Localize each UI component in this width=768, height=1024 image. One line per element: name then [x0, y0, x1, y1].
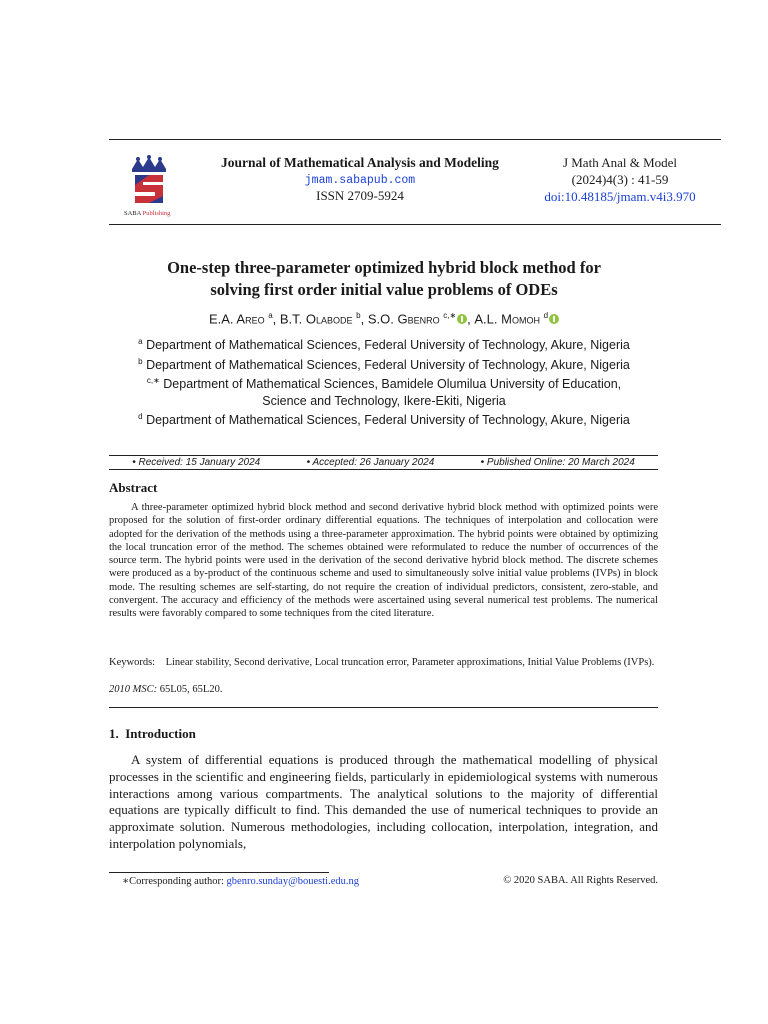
section-body: A system of differential equations is produced through the mathematical modelling of physical processes in the scientific and engineering fields, particularly in epidemiological systems with numerous interactions among various compartments. The analytical solutions to the majority of differential equations are typically difficult to find. This demanded the use of numerical techniques to provide an approximate solution. Numerous methodologies, including collocation, interpolation, integration, and interpolation polynomials, — [109, 752, 658, 851]
corresponding-email-link[interactable]: gbenro.sunday@bouesti.edu.ng — [226, 876, 359, 887]
copyright: © 2020 SABA. All Rights Reserved. — [503, 875, 658, 886]
journal-name: Journal of Mathematical Analysis and Modeling — [221, 155, 499, 170]
author-name: S.O. Gbenro — [367, 311, 440, 327]
affiliation-item — [60, 373, 708, 393]
author-sup: c,∗ — [443, 311, 457, 320]
journal-issn: ISSN 2709-5924 — [316, 188, 404, 203]
footnote-rule — [109, 872, 329, 873]
affiliation-text: Department of Mathematical Sciences, Federal University of Technology, Akure, Nigeria — [146, 413, 630, 428]
msc-codes — [109, 683, 658, 696]
orcid-icon[interactable] — [457, 314, 467, 324]
abstract-heading: Abstract — [109, 480, 158, 495]
header-bottom-rule — [109, 224, 721, 225]
date-received: • Received: 15 January 2024 — [132, 457, 261, 468]
paper-title — [60, 257, 708, 301]
orcid-icon[interactable] — [549, 314, 559, 324]
journal-short-name: J Math Anal & Model — [562, 155, 678, 170]
affiliation-item — [60, 354, 708, 374]
dates-bar — [109, 457, 658, 468]
affiliation-item-cont: Science and Technology, Ikere-Ekiti, Nigeria — [262, 393, 506, 408]
journal-url-link[interactable]: jmam.sabapub.com — [304, 174, 416, 187]
corresponding-label: ∗Corresponding author: — [122, 876, 224, 887]
date-published: • Published Online: 20 March 2024 — [480, 457, 635, 468]
publisher-logo — [112, 155, 186, 221]
msc-label: 2010 MSC: — [109, 684, 158, 695]
affiliation-list — [60, 334, 708, 429]
citation-block — [520, 155, 720, 205]
keywords-text: Linear stability, Second derivative, Local truncation error, Parameter approximations, Initial Value Problems (IVPs). — [165, 657, 655, 668]
abstract-bottom-rule — [109, 707, 658, 708]
abstract-body: A three-parameter optimized hybrid block method and second derivative hybrid block method with optimized points were proposed for the solution of first-order ordinary differential equations. The techniques of interpolation and collocation were adopted for the derivation of the methods using a three-parameter approximation. The hybrid points were obtained by optimizing the local truncation error of the method. The schemes obtained were reformulated to reduce the number of occurrences of the source term. The hybrid points were used in the derivation of the second derivative hybrid block method. The discrete schemes were produced as a by-product of the continuous scheme and used to simultaneously solve initial value problems (IVPs) in block mode. The resulting schemes are self-starting, do not require the creation of individual predictors, consistent, zero-stable, and convergent. The accuracy and efficiency of the methods were ascertained using several numerical test problems. The numerical results were favorably compared to some techniques from the cited literature. — [109, 502, 658, 620]
affiliation-text: Department of Mathematical Sciences, Federal University of Technology, Akure, Nigeria — [146, 357, 630, 372]
affiliation-item — [60, 409, 708, 429]
affiliation-item — [60, 334, 708, 354]
affiliation-sup: b — [138, 356, 143, 366]
doi-link[interactable]: doi:10.48185/jmam.v4i3.970 — [544, 189, 696, 204]
author-name: E.A. Areo — [208, 311, 265, 327]
dates-top-rule — [109, 455, 658, 456]
title-line-2: solving first order initial value problems of ODEs — [210, 280, 558, 299]
dates-bottom-rule — [109, 469, 658, 470]
author-list: E.A. Areo $^a$, B.T. Olabode $^b$, S.O. Gbenro $^{c,∗}$ , A.L. Momoh $^d$ — [60, 311, 708, 326]
affiliation-sup: a — [138, 337, 143, 346]
author-sup: b — [356, 311, 361, 320]
author-name: A.L. Momoh — [474, 311, 540, 327]
publisher-name: SABA — [124, 210, 141, 217]
header-top-rule — [109, 139, 721, 140]
crown-s-logo-icon — [112, 155, 186, 211]
keywords — [109, 656, 658, 669]
date-accepted: • Accepted: 26 January 2024 — [306, 457, 435, 468]
author-sup: a — [268, 311, 273, 320]
affiliation-text: Department of Mathematical Sciences, Bamidele Olumilua University of Education, — [163, 377, 622, 392]
title-line-1: One-step three-parameter optimized hybrid block method for — [167, 258, 601, 277]
msc-text: 65L05, 65L20. — [159, 684, 223, 695]
keywords-label: Keywords: — [109, 657, 156, 668]
section-heading: 1. Introduction — [109, 726, 196, 741]
journal-issue: (2024)4(3) : 41-59 — [571, 172, 669, 187]
affiliation-sup: d — [138, 412, 143, 422]
affiliation-text: Department of Mathematical Sciences, Federal University of Technology, Akure, Nigeria — [146, 338, 630, 353]
affiliation-sup: c,∗ — [146, 376, 160, 386]
publisher-tag: Publishing — [142, 210, 171, 217]
author-sup: d — [543, 311, 549, 320]
corresponding-author — [122, 875, 359, 887]
author-name: B.T. Olabode — [279, 311, 353, 327]
journal-block — [195, 155, 525, 204]
